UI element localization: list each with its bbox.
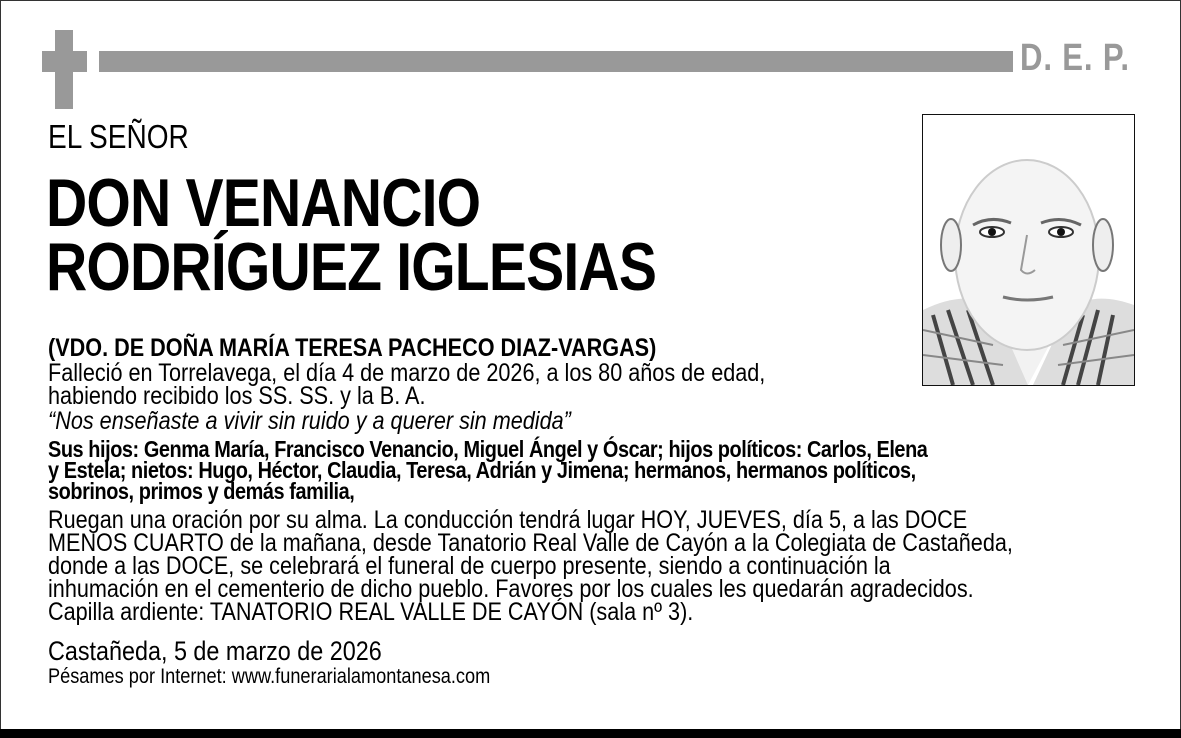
header-rule xyxy=(99,51,1013,72)
cross-icon-arm xyxy=(42,51,87,72)
death-details-line-2: habiendo recibido los SS. SS. y la B. A. xyxy=(48,382,426,410)
family-line-2: y Estela; nietos: Hugo, Héctor, Claudia, Teresa, Adrián y Jimena; hermanos, hermanos políticos, xyxy=(48,457,916,483)
family-list xyxy=(48,436,1086,504)
title-prefix: EL SEÑOR xyxy=(48,118,189,155)
obituary-body xyxy=(48,334,1086,688)
service-line-5: Capilla ardiente: TANATORIO REAL VALLE DE CAYÓN (sala nº 3). xyxy=(48,598,694,626)
service-line-4: inhumación en el cementerio de dicho pueblo. Favores por los cuales les quedarán agradecidos. xyxy=(48,575,974,603)
service-details xyxy=(48,506,1086,626)
condolences-note xyxy=(48,666,1086,688)
quote-close: ” xyxy=(563,407,571,435)
place-date: Castañeda, 5 de marzo de 2026 xyxy=(48,636,382,666)
widower-of: (VDO. DE DOÑA MARÍA TERESA PACHECO DIAZ-VARGAS) xyxy=(48,334,657,362)
service-line-3: donde a las DOCE, se celebrará el funeral de cuerpo presente, siendo a continuación la xyxy=(48,552,891,580)
memorial-quote xyxy=(48,407,1086,435)
service-line-2: MENOS CUARTO de la mañana, desde Tanatorio Real Valle de Cayón a la Colegiata de Castañeda, xyxy=(48,529,1013,557)
quote-open: “ xyxy=(48,407,56,435)
name-line-1: DON VENANCIO xyxy=(46,165,481,241)
family-line-3: sobrinos, primos y demás familia, xyxy=(48,478,355,504)
deceased-name xyxy=(46,165,657,305)
death-details-line-1: Falleció en Torrelavega, el día 4 de marzo de 2026, a los 80 años de edad, xyxy=(48,359,766,387)
condolences-url[interactable]: www.funerarialamontanesa.com xyxy=(231,665,491,688)
bottom-border xyxy=(0,729,1181,738)
dep-label: D. E. P. xyxy=(1020,37,1130,79)
name-line-2: RODRÍGUEZ IGLESIAS xyxy=(46,229,657,305)
service-line-1: Ruegan una oración por su alma. La conducción tendrá lugar HOY, JUEVES, día 5, a las DOCE xyxy=(48,506,968,534)
quote-text: Nos enseñaste a vivir sin ruido y a querer sin medida xyxy=(55,407,564,435)
condolences-label: Pésames por Internet: xyxy=(48,665,232,688)
family-line-1: Sus hijos: Genma María, Francisco Venancio, Miguel Ángel y Óscar; hijos políticos: Carlos, Elena xyxy=(48,436,928,462)
